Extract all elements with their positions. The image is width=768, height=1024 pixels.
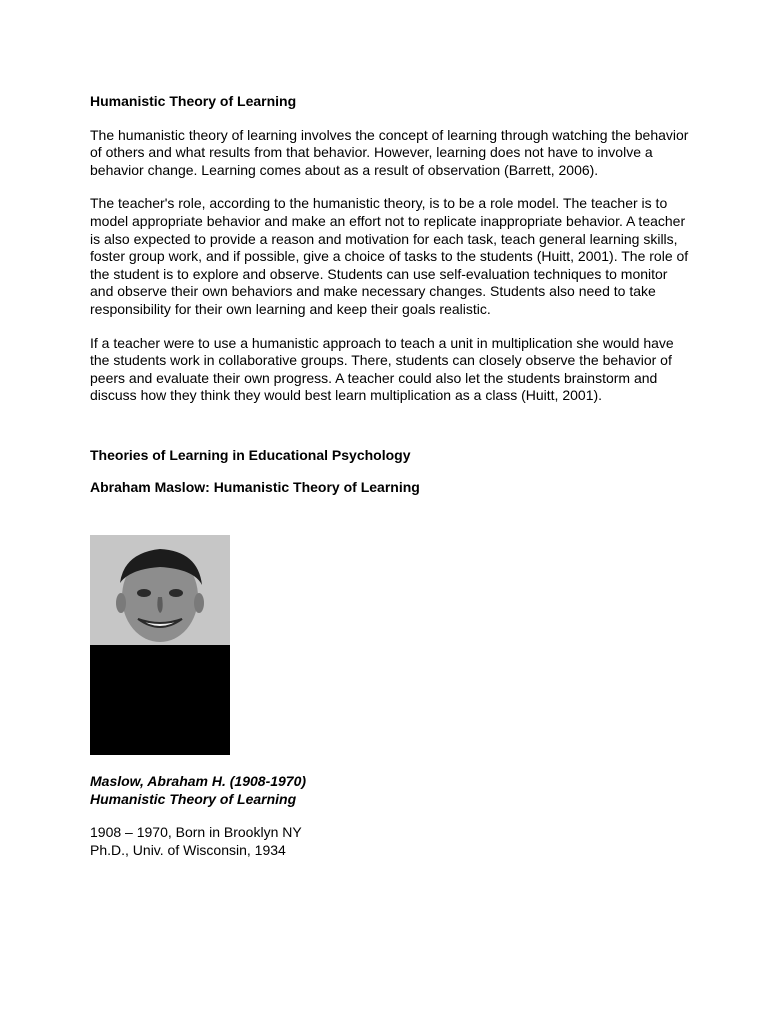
section-heading-theories: Theories of Learning in Educational Psychology <box>90 446 411 463</box>
info-phd: Ph.D., Univ. of Wisconsin, 1934 <box>90 841 286 858</box>
paragraph-2: The teacher's role, according to the humanistic theory, is to be a role model. The teacher is to model appropriate behavior and make an effort not to replicate inappropriate behavior. A teacher is also expected to provide a reason and motivation for each task, teach general learning skills, foster group work, and if possible, give a choice of tasks to the students (Huitt, 2001). The role of the student is to explore and observe. Students can use self-evaluation techniques to monitor and observe their own behaviors and make necessary changes. Students also need to take responsibility for their own learning and keep their goals realistic. <box>90 195 689 317</box>
section-heading: Humanistic Theory of Learning <box>90 93 297 109</box>
section-heading-maslow: Abraham Maslow: Humanistic Theory of Learning <box>90 478 420 495</box>
info-born: 1908 – 1970, Born in Brooklyn NY <box>90 824 302 841</box>
portrait-photo <box>90 535 230 645</box>
paragraph-3: If a teacher were to use a humanistic approach to teach a unit in multiplication she would have the students work in collaborative groups. There, students can closely observe the behavior of peers and evaluate their own progress. A teacher could also let the students brainstorm and discuss how they think they would best learn multiplication as a class (Huitt, 2001). <box>90 334 674 404</box>
caption-name: Maslow, Abraham H. (1908-1970) <box>90 773 307 790</box>
redacted-block <box>90 645 230 755</box>
paragraph-1: The humanistic theory of learning involves the concept of learning through watching the behavior of others and what results from that behavior. However, learning does not have to involve a behavior change. Learning comes about as a result of observation (Barrett, 2006). <box>90 126 689 178</box>
maslow-portrait-image <box>90 535 230 755</box>
caption-theory: Humanistic Theory of Learning <box>90 790 297 807</box>
portrait-face-icon <box>90 535 230 645</box>
document-page <box>90 93 690 859</box>
